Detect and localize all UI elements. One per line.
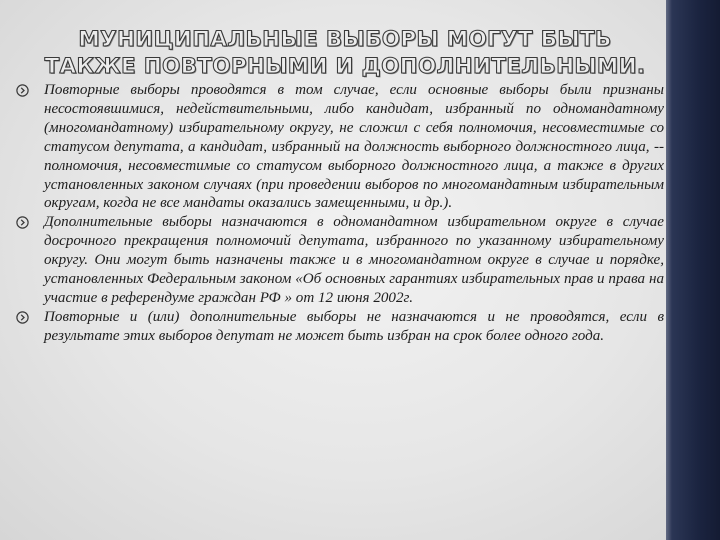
circle-arrow-right-icon — [16, 213, 44, 232]
bullet-text: Дополнительные выборы назначаются в одномандатном избирательном округе в случае досрочного прекращения полномочий депутата, избранного по указанному избирательному округу. Они могут быть назначены также и в многомандатном округе в случае и порядке, установленных Федеральным законом «Об основных гарантиях избирательных прав и права на участие в референдуме граждан РФ » от 12 июня 2002г. — [44, 214, 664, 306]
circle-arrow-right-icon — [16, 308, 44, 327]
decorative-side-band — [666, 0, 720, 540]
bullet-text: Повторные выборы проводятся в том случае, если основные выборы были признаны несостоявшимися, недействительными, либо кандидат, избранный по одномандатному (многомандатному) избирательному округу, не сложил с себя полномочия, несовместимые со статусом депутата, а кандидат, избранный на должность выборного должностного лица, -- полномочия, несовместимые со статусом выборного должностного лица, а также в других установленных законом случаях (при проведении выборов по многомандатным избирательным округам, когда не все мандаты оказались замещенными, и др.). — [44, 82, 664, 212]
slide-title: МУНИЦИПАЛЬНЫЕ ВЫБОРЫ МОГУТ БЫТЬ ТАКЖЕ ПОВТОРНЫМИ И ДОПОЛНИТЕЛЬНЫМИ. — [44, 27, 646, 79]
list-item — [16, 81, 664, 213]
circle-arrow-right-icon — [16, 81, 44, 100]
bullet-text: Повторные и (или) дополнительные выборы не назначаются и не проводятся, если в результате этих выборов депутат не может быть избран на срок более одного года. — [44, 308, 664, 344]
list-item — [16, 213, 664, 308]
list-item — [16, 308, 664, 346]
bullet-list — [16, 81, 664, 346]
